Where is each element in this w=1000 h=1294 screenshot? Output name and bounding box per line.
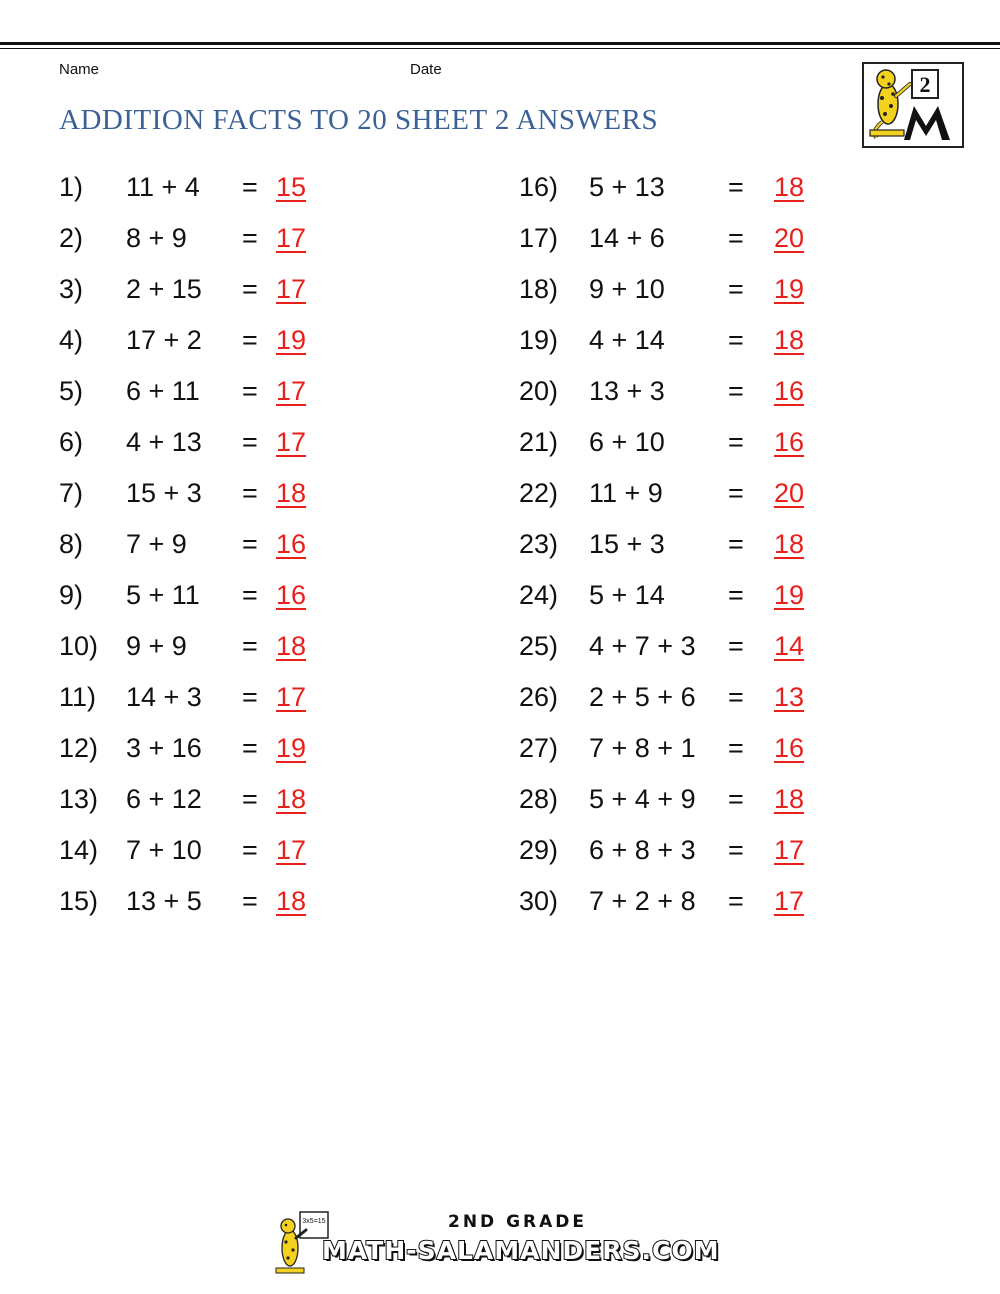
problem-row — [59, 422, 379, 462]
equals-sign: = — [242, 784, 258, 814]
problem-expression: 14 + 3 — [126, 682, 202, 712]
equals-sign: = — [728, 223, 744, 253]
problem-expression: 5 + 14 — [589, 580, 665, 610]
problem-expression: 6 + 10 — [589, 427, 665, 457]
problem-expression: 7 + 10 — [126, 835, 202, 865]
equals-sign: = — [728, 172, 744, 202]
problem-expression: 3 + 16 — [126, 733, 202, 763]
problem-number: 11) — [59, 682, 97, 712]
equals-sign: = — [728, 325, 744, 355]
problem-answer: 16 — [774, 376, 805, 406]
equals-sign: = — [242, 733, 258, 763]
footer-grade: 2ND GRADE — [448, 1212, 588, 1232]
equals-sign: = — [728, 682, 744, 712]
problem-expression: 7 + 8 + 1 — [589, 733, 696, 763]
problem-answer: 20 — [774, 478, 805, 508]
equals-sign: = — [242, 325, 258, 355]
problem-expression: 6 + 11 — [126, 376, 200, 406]
problem-expression: 9 + 10 — [589, 274, 665, 304]
problem-number: 8) — [59, 529, 84, 559]
equals-sign: = — [728, 376, 744, 406]
problem-number: 27) — [519, 733, 559, 763]
problem-answer: 16 — [774, 427, 805, 457]
problem-answer: 17 — [276, 427, 307, 457]
problem-answer: 20 — [774, 223, 805, 253]
problem-answer: 18 — [276, 631, 307, 661]
problem-number: 12) — [59, 733, 99, 763]
problem-number: 15) — [59, 886, 99, 916]
problem-row — [59, 830, 379, 870]
problem-expression: 5 + 4 + 9 — [589, 784, 696, 814]
equals-sign: = — [242, 580, 258, 610]
problem-expression: 13 + 5 — [126, 886, 202, 916]
problem-number: 20) — [519, 376, 559, 406]
problem-expression: 11 + 9 — [589, 478, 663, 508]
equals-sign: = — [242, 835, 258, 865]
page-title: ADDITION FACTS TO 20 SHEET 2 ANSWERS — [59, 104, 659, 136]
problem-answer: 17 — [276, 274, 307, 304]
problem-answer: 18 — [276, 784, 307, 814]
problem-answer: 16 — [774, 733, 805, 763]
problem-answer: 16 — [276, 529, 307, 559]
problem-row — [59, 626, 379, 666]
footer-site-name: MATH-SALAMANDERS.COM — [322, 1236, 720, 1265]
problem-number: 24) — [519, 580, 559, 610]
equals-sign: = — [242, 427, 258, 457]
problem-number: 5) — [59, 376, 84, 406]
problem-number: 26) — [519, 682, 559, 712]
problem-row — [59, 728, 379, 768]
problem-row — [519, 626, 839, 666]
problem-number: 18) — [519, 274, 559, 304]
equals-sign: = — [242, 631, 258, 661]
equals-sign: = — [728, 784, 744, 814]
equals-sign: = — [242, 886, 258, 916]
problem-number: 10) — [59, 631, 99, 661]
problem-answer: 19 — [774, 274, 805, 304]
problem-expression: 7 + 2 + 8 — [589, 886, 696, 916]
equals-sign: = — [728, 529, 744, 559]
problem-row — [59, 575, 379, 615]
problem-answer: 17 — [276, 223, 307, 253]
equals-sign: = — [242, 529, 258, 559]
equals-sign: = — [242, 376, 258, 406]
problem-answer: 17 — [774, 835, 805, 865]
problem-answer: 19 — [276, 733, 307, 763]
problem-row — [59, 320, 379, 360]
problem-number: 7) — [59, 478, 84, 508]
problem-number: 25) — [519, 631, 559, 661]
problem-row — [519, 422, 839, 462]
equals-sign: = — [242, 478, 258, 508]
problem-number: 22) — [519, 478, 559, 508]
problem-answer: 18 — [774, 172, 805, 202]
problem-number: 30) — [519, 886, 559, 916]
problem-expression: 17 + 2 — [126, 325, 202, 355]
equals-sign: = — [728, 478, 744, 508]
equals-sign: = — [242, 223, 258, 253]
problem-number: 16) — [519, 172, 559, 202]
problem-expression: 15 + 3 — [126, 478, 202, 508]
problem-row — [59, 167, 379, 207]
salamander-logo-icon — [864, 64, 962, 146]
problem-number: 28) — [519, 784, 559, 814]
problem-row — [59, 524, 379, 564]
date-label: Date — [410, 61, 442, 78]
problem-row — [519, 575, 839, 615]
problem-expression: 4 + 7 + 3 — [589, 631, 696, 661]
problem-row — [59, 473, 379, 513]
problem-answer: 19 — [774, 580, 805, 610]
problem-row — [519, 473, 839, 513]
problem-number: 6) — [59, 427, 84, 457]
svg-text:3x5=15: 3x5=15 — [302, 1218, 326, 1225]
problem-row — [59, 269, 379, 309]
problem-number: 13) — [59, 784, 99, 814]
equals-sign: = — [242, 172, 258, 202]
problem-answer: 18 — [276, 886, 307, 916]
site-footer-logo — [272, 1210, 728, 1280]
problem-answer: 14 — [774, 631, 805, 661]
problem-answer: 17 — [276, 835, 307, 865]
problem-expression: 6 + 8 + 3 — [589, 835, 696, 865]
problem-number: 3) — [59, 274, 84, 304]
problem-answer: 19 — [276, 325, 307, 355]
problem-row — [519, 167, 839, 207]
problem-row — [59, 677, 379, 717]
problem-expression: 11 + 4 — [126, 172, 200, 202]
problem-expression: 14 + 6 — [589, 223, 665, 253]
equals-sign: = — [728, 886, 744, 916]
equals-sign: = — [728, 733, 744, 763]
problem-number: 29) — [519, 835, 559, 865]
problem-answer: 13 — [774, 682, 805, 712]
problem-number: 19) — [519, 325, 559, 355]
name-label: Name — [59, 61, 100, 78]
problem-answer: 18 — [774, 325, 805, 355]
problem-expression: 7 + 9 — [126, 529, 187, 559]
problem-expression: 2 + 15 — [126, 274, 202, 304]
problem-answer: 18 — [774, 784, 805, 814]
header-rule-thin — [0, 48, 1000, 49]
grade-logo — [862, 62, 964, 148]
problem-number: 2) — [59, 223, 84, 253]
problem-row — [59, 881, 379, 921]
problem-answer: 15 — [276, 172, 307, 202]
problem-row — [519, 524, 839, 564]
problem-number: 17) — [519, 223, 559, 253]
problem-row — [519, 830, 839, 870]
problem-row — [519, 881, 839, 921]
header-rule-thick — [0, 42, 1000, 45]
problem-row — [59, 218, 379, 258]
problem-row — [59, 371, 379, 411]
problem-expression: 2 + 5 + 6 — [589, 682, 696, 712]
equals-sign: = — [728, 580, 744, 610]
problem-expression: 5 + 13 — [589, 172, 665, 202]
problem-answer: 18 — [774, 529, 805, 559]
problem-answer: 17 — [276, 682, 307, 712]
problem-expression: 9 + 9 — [126, 631, 187, 661]
problem-expression: 4 + 13 — [126, 427, 202, 457]
problem-number: 4) — [59, 325, 84, 355]
problem-answer: 18 — [276, 478, 307, 508]
equals-sign: = — [728, 631, 744, 661]
problem-expression: 6 + 12 — [126, 784, 202, 814]
equals-sign: = — [242, 274, 258, 304]
equals-sign: = — [242, 682, 258, 712]
equals-sign: = — [728, 835, 744, 865]
problem-row — [519, 269, 839, 309]
problem-row — [519, 371, 839, 411]
problem-expression: 4 + 14 — [589, 325, 665, 355]
equals-sign: = — [728, 274, 744, 304]
problem-number: 1) — [59, 172, 84, 202]
svg-text:2: 2 — [919, 72, 931, 97]
problem-number: 9) — [59, 580, 84, 610]
problem-number: 21) — [519, 427, 559, 457]
problem-row — [59, 779, 379, 819]
problem-answer: 17 — [276, 376, 307, 406]
problem-expression: 8 + 9 — [126, 223, 187, 253]
problem-number: 14) — [59, 835, 99, 865]
problem-row — [519, 779, 839, 819]
problem-row — [519, 728, 839, 768]
problem-number: 23) — [519, 529, 559, 559]
problem-answer: 16 — [276, 580, 307, 610]
problem-expression: 13 + 3 — [589, 376, 665, 406]
problem-row — [519, 677, 839, 717]
problem-expression: 15 + 3 — [589, 529, 665, 559]
problem-row — [519, 320, 839, 360]
equals-sign: = — [728, 427, 744, 457]
problem-answer: 17 — [774, 886, 805, 916]
problem-row — [519, 218, 839, 258]
problem-expression: 5 + 11 — [126, 580, 200, 610]
